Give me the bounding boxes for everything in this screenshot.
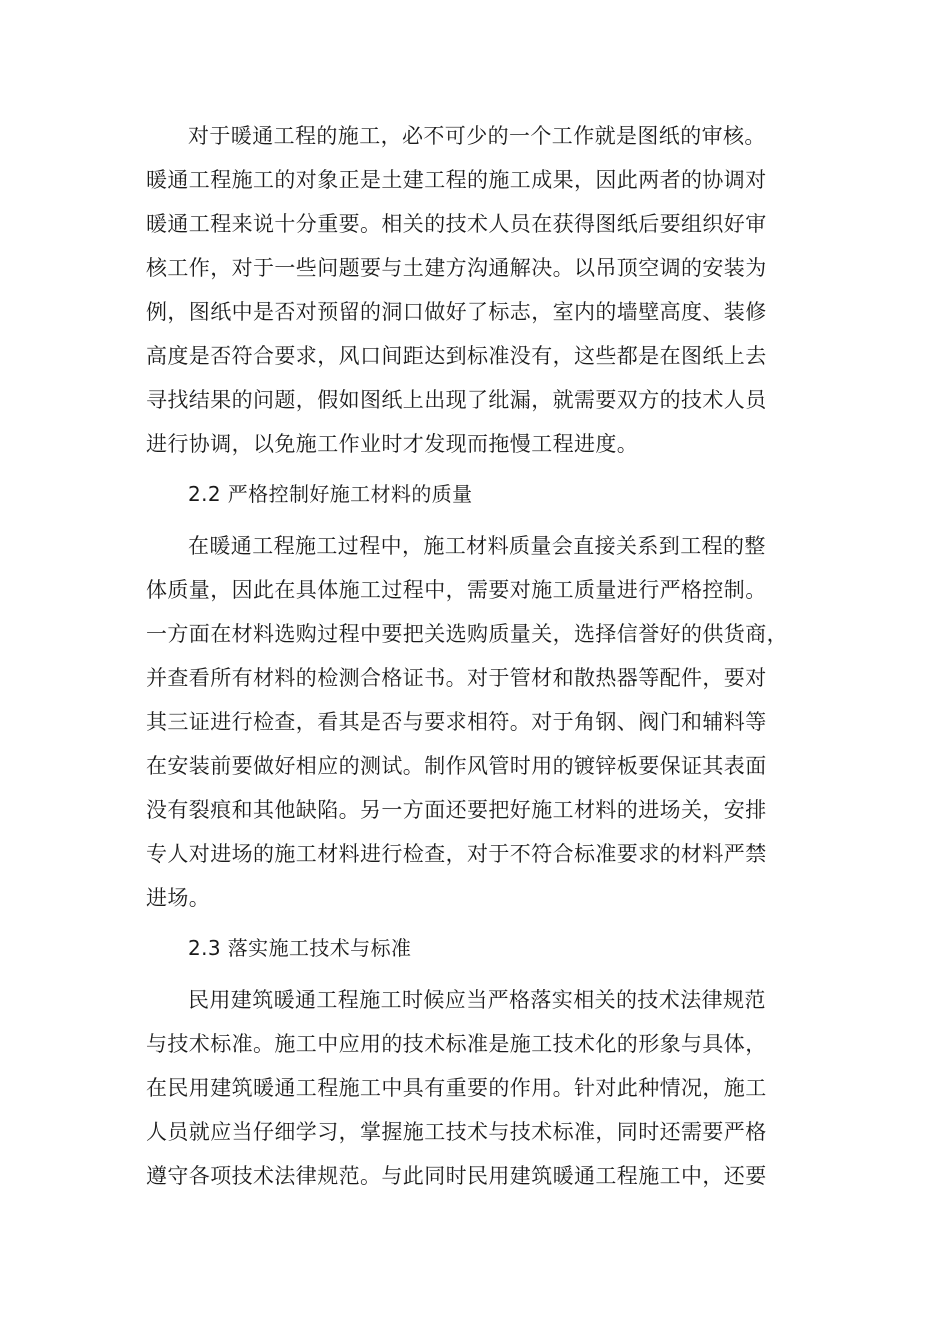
paragraph-line: 专人对进场的施工材料进行检查，对于不符合标准要求的材料严禁: [146, 842, 767, 866]
paragraph-line: 核工作，对于一些问题要与土建方沟通解决。以吊顶空调的安装为: [146, 256, 767, 280]
paragraph-line: 暖通工程施工的对象正是土建工程的施工成果，因此两者的协调对: [146, 168, 767, 192]
paragraph-line: 体质量，因此在具体施工过程中，需要对施工质量进行严格控制。: [146, 578, 767, 602]
paragraph-line: 对于暖通工程的施工，必不可少的一个工作就是图纸的审核。: [188, 124, 766, 148]
paragraph-line: 其三证进行检查，看其是否与要求相符。对于角钢、阀门和辅料等: [146, 710, 767, 734]
section-heading: 2.2 严格控制好施工材料的质量: [188, 482, 473, 506]
paragraph-line: 寻找结果的问题，假如图纸上出现了纰漏，就需要双方的技术人员: [146, 388, 767, 412]
paragraph-line: 暖通工程来说十分重要。相关的技术人员在获得图纸后要组织好审: [146, 212, 767, 236]
paragraph-line: 在暖通工程施工过程中，施工材料质量会直接关系到工程的整: [188, 534, 766, 558]
paragraph-line: 例，图纸中是否对预留的洞口做好了标志，室内的墙壁高度、装修: [146, 300, 767, 324]
paragraph-line: 没有裂痕和其他缺陷。另一方面还要把好施工材料的进场关，安排: [146, 798, 767, 822]
paragraph-line: 民用建筑暖通工程施工时候应当严格落实相关的技术法律规范: [188, 988, 766, 1012]
paragraph-line: 与技术标准。施工中应用的技术标准是施工技术化的形象与具体，: [146, 1032, 767, 1056]
paragraph-line: 在民用建筑暖通工程施工中具有重要的作用。针对此种情况，施工: [146, 1076, 767, 1100]
paragraph-line: 进场。: [146, 886, 211, 910]
paragraph-line: 并查看所有材料的检测合格证书。对于管材和散热器等配件，要对: [146, 666, 767, 690]
paragraph-line: 在安装前要做好相应的测试。制作风管时用的镀锌板要保证其表面: [146, 754, 767, 778]
paragraph-line: 遵守各项技术法律规范。与此同时民用建筑暖通工程施工中，还要: [146, 1164, 767, 1188]
section-heading: 2.3 落实施工技术与标准: [188, 936, 412, 960]
paragraph-line: 人员就应当仔细学习，掌握施工技术与技术标准，同时还需要严格: [146, 1120, 767, 1144]
paragraph-line: 一方面在材料选购过程中要把关选购质量关，选择信誉好的供货商，: [146, 622, 788, 646]
paragraph-line: 进行协调，以免施工作业时才发现而拖慢工程进度。: [146, 432, 639, 456]
paragraph-line: 高度是否符合要求，风口间距达到标准没有，这些都是在图纸上去: [146, 344, 767, 368]
